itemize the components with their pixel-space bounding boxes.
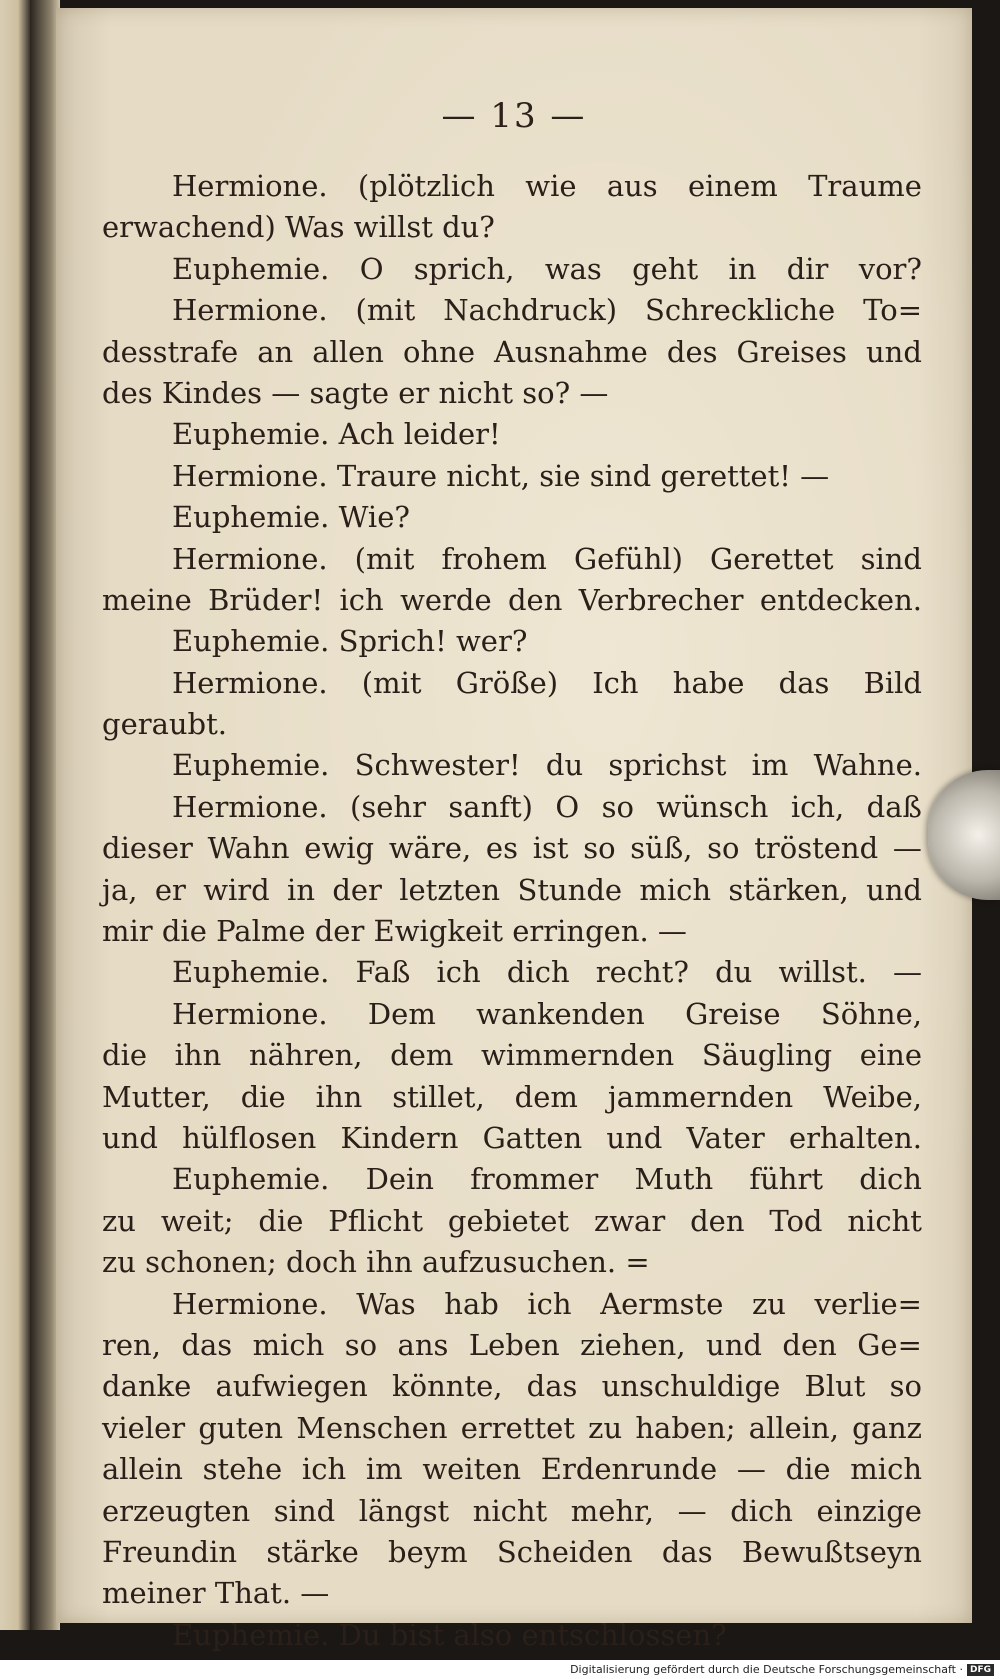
text-line: geraubt. xyxy=(102,707,227,742)
text-line: zu schonen; doch ihn aufzusuchen. = xyxy=(102,1245,650,1280)
text-line: Hermione. (plötzlich wie aus einem Traume xyxy=(172,169,922,203)
text-line: Euphemie. Wie? xyxy=(172,500,410,535)
page-text xyxy=(102,166,922,1656)
text-line: Freundin stärke beym Scheiden das Bewußtseyn xyxy=(102,1534,922,1569)
text-line: Hermione. Dem wankenden Greise Söhne, xyxy=(172,996,922,1031)
adjacent-page-edge xyxy=(0,0,30,1630)
text-line: mir die Palme der Ewigkeit erringen. — xyxy=(102,914,687,949)
text-line: Hermione. (sehr sanft) O so wünsch ich, daß xyxy=(172,789,922,824)
text-line: Euphemie. Du bist also entschlossen? xyxy=(172,1617,727,1652)
text-line: die ihn nähren, dem wimmernden Säugling eine xyxy=(102,1038,922,1073)
text-line: ren, das mich so ans Leben ziehen, und den Ge= xyxy=(102,1327,922,1362)
text-line: meiner That. — xyxy=(102,1576,330,1611)
text-line: Euphemie. Sprich! wer? xyxy=(172,624,528,659)
text-line: Euphemie. Dein frommer Muth führt dich xyxy=(172,1162,922,1197)
text-line: Hermione. Traure nicht, sie sind gerettet! — xyxy=(172,458,830,493)
text-line: Hermione. (mit frohem Gefühl) Gerettet sind xyxy=(172,541,922,576)
text-line: Euphemie. O sprich, was geht in dir vor? xyxy=(172,251,922,286)
page-number: — 13 — xyxy=(441,96,587,136)
text-line: zu weit; die Pflicht gebietet zwar den Tod nicht xyxy=(102,1203,922,1238)
text-line: und hülflosen Kindern Gatten und Vater erhalten. xyxy=(102,1120,922,1155)
digitization-credit-bar xyxy=(0,1660,1000,1679)
text-line: erzeugten sind längst nicht mehr, — dich einzige xyxy=(102,1493,922,1528)
text-line: meine Brüder! ich werde den Verbrecher entdecken. xyxy=(102,582,922,617)
text-line: Euphemie. Schwester! du sprichst im Wahne. xyxy=(172,748,922,783)
text-line: Euphemie. Faß ich dich recht? du willst. — xyxy=(172,955,922,990)
text-line: ja, er wird in der letzten Stunde mich stärken, und xyxy=(102,872,922,907)
text-line: allein stehe ich im weiten Erdenrunde — die mich xyxy=(102,1452,922,1487)
text-line: danke aufwiegen könnte, das unschuldige Blut so xyxy=(102,1369,922,1404)
credit-text: Digitalisierung gefördert durch die Deutsche Forschungsgemeinschaft · xyxy=(570,1663,963,1676)
text-line: erwachend) Was willst du? xyxy=(102,210,495,245)
text-line: vieler guten Menschen errettet zu haben; allein, ganz xyxy=(102,1410,922,1445)
text-line: Hermione. (mit Nachdruck) Schreckliche To= xyxy=(172,293,922,328)
text-line: Euphemie. Ach leider! xyxy=(172,417,501,452)
text-line: dieser Wahn ewig wäre, es ist so süß, so tröstend — xyxy=(102,831,922,866)
text-line: des Kindes — sagte er nicht so? — xyxy=(102,375,609,410)
text-line: desstrafe an allen ohne Ausnahme des Greises und xyxy=(102,334,922,369)
text-line: Hermione. Was hab ich Aermste zu verlie= xyxy=(172,1286,922,1321)
book-page xyxy=(56,8,972,1652)
text-line: Mutter, die ihn stillet, dem jammernden Weibe, xyxy=(102,1079,922,1114)
text-line: Hermione. (mit Größe) Ich habe das Bild xyxy=(172,665,922,700)
dfg-logo: DFG xyxy=(967,1664,994,1676)
